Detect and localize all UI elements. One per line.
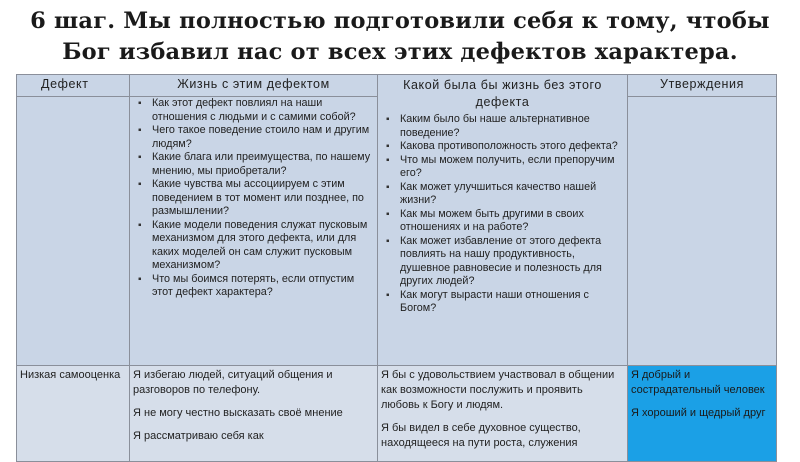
list-item: ▪ Что мы боимся потерять, если отпустим этот дефект характера? [152, 273, 373, 300]
list-item: ▪ Каким было бы наше альтернативное поведение? [400, 113, 625, 140]
row1-defect: Низкая самооценка [17, 366, 130, 462]
row1-affirmations [628, 366, 777, 462]
header-defect: Дефект [17, 75, 130, 97]
row1-life-without [378, 366, 628, 462]
header-affirmations-blank [628, 97, 777, 366]
row-text: Я бы с удовольствием участвовал в общении как возможности послужить и проявить любовь к Богу и людям. [381, 369, 615, 411]
title-line-1: 6 шаг. Мы полностью подготовили себя к тому, чтобы [30, 8, 770, 34]
list-item: ▪ Какова противоположность этого дефекта? [400, 140, 625, 154]
list-item: ▪ Какие модели поведения служат пусковым механизмом для этого дефекта, или для каких моделей он сам служит пусковым механизмом? [152, 219, 373, 273]
row-text: Я бы видел в себе духовное существо, находящееся на пути роста, служения [381, 422, 581, 449]
life-with-questions [130, 97, 377, 300]
life-without-questions [396, 111, 625, 316]
row-text: Я не могу честно высказать своё мнение [133, 407, 343, 419]
list-item: ▪ Как этот дефект повлиял на наши отношения с людьми и с самими собой? [152, 97, 373, 124]
affirmation-text: Я хороший и щедрый друг [631, 407, 766, 419]
list-item: ▪ Как может избавление от этого дефекта повлиять на нашу продуктивность, душевное равновесие и полезность для других людей? [400, 235, 625, 289]
header-life-without-label: Какой была бы жизнь без этого дефекта [403, 78, 602, 109]
slide-title [0, 6, 800, 68]
list-item: ▪ Чего такое поведение стоило нам и другим людям? [152, 124, 373, 151]
list-item: ▪ Как может улучшиться качество нашей жизни? [400, 181, 625, 208]
life-with-cell [130, 97, 378, 366]
header-life-with: Жизнь с этим дефектом [130, 75, 378, 97]
row-text: Я избегаю людей, ситуаций общения и разговоров по телефону. [133, 369, 333, 396]
defects-table [16, 74, 777, 462]
list-item: ▪ Что мы можем получить, если препоручим его? [400, 154, 625, 181]
header-life-without [378, 75, 628, 366]
title-line-2: Бог избавил нас от всех этих дефектов характера. [62, 39, 738, 65]
list-item: ▪ Как могут вырасти наши отношения с Богом? [400, 289, 625, 316]
list-item: ▪ Как мы можем быть другими в своих отношениях и на работе? [400, 208, 625, 235]
row1-life-with [130, 366, 378, 462]
header-defect-blank [17, 97, 130, 366]
list-item: ▪ Какие чувства мы ассоциируем с этим поведением в тот момент или позднее, по размышлении? [152, 178, 373, 219]
table-row [17, 366, 777, 462]
header-affirmations: Утверждения [628, 75, 777, 97]
row-text: Я рассматриваю себя как [133, 430, 264, 442]
affirmation-text: Я добрый и сострадательный человек [631, 369, 765, 396]
list-item: ▪ Какие блага или преимущества, по нашему мнению, мы приобретали? [152, 151, 373, 178]
